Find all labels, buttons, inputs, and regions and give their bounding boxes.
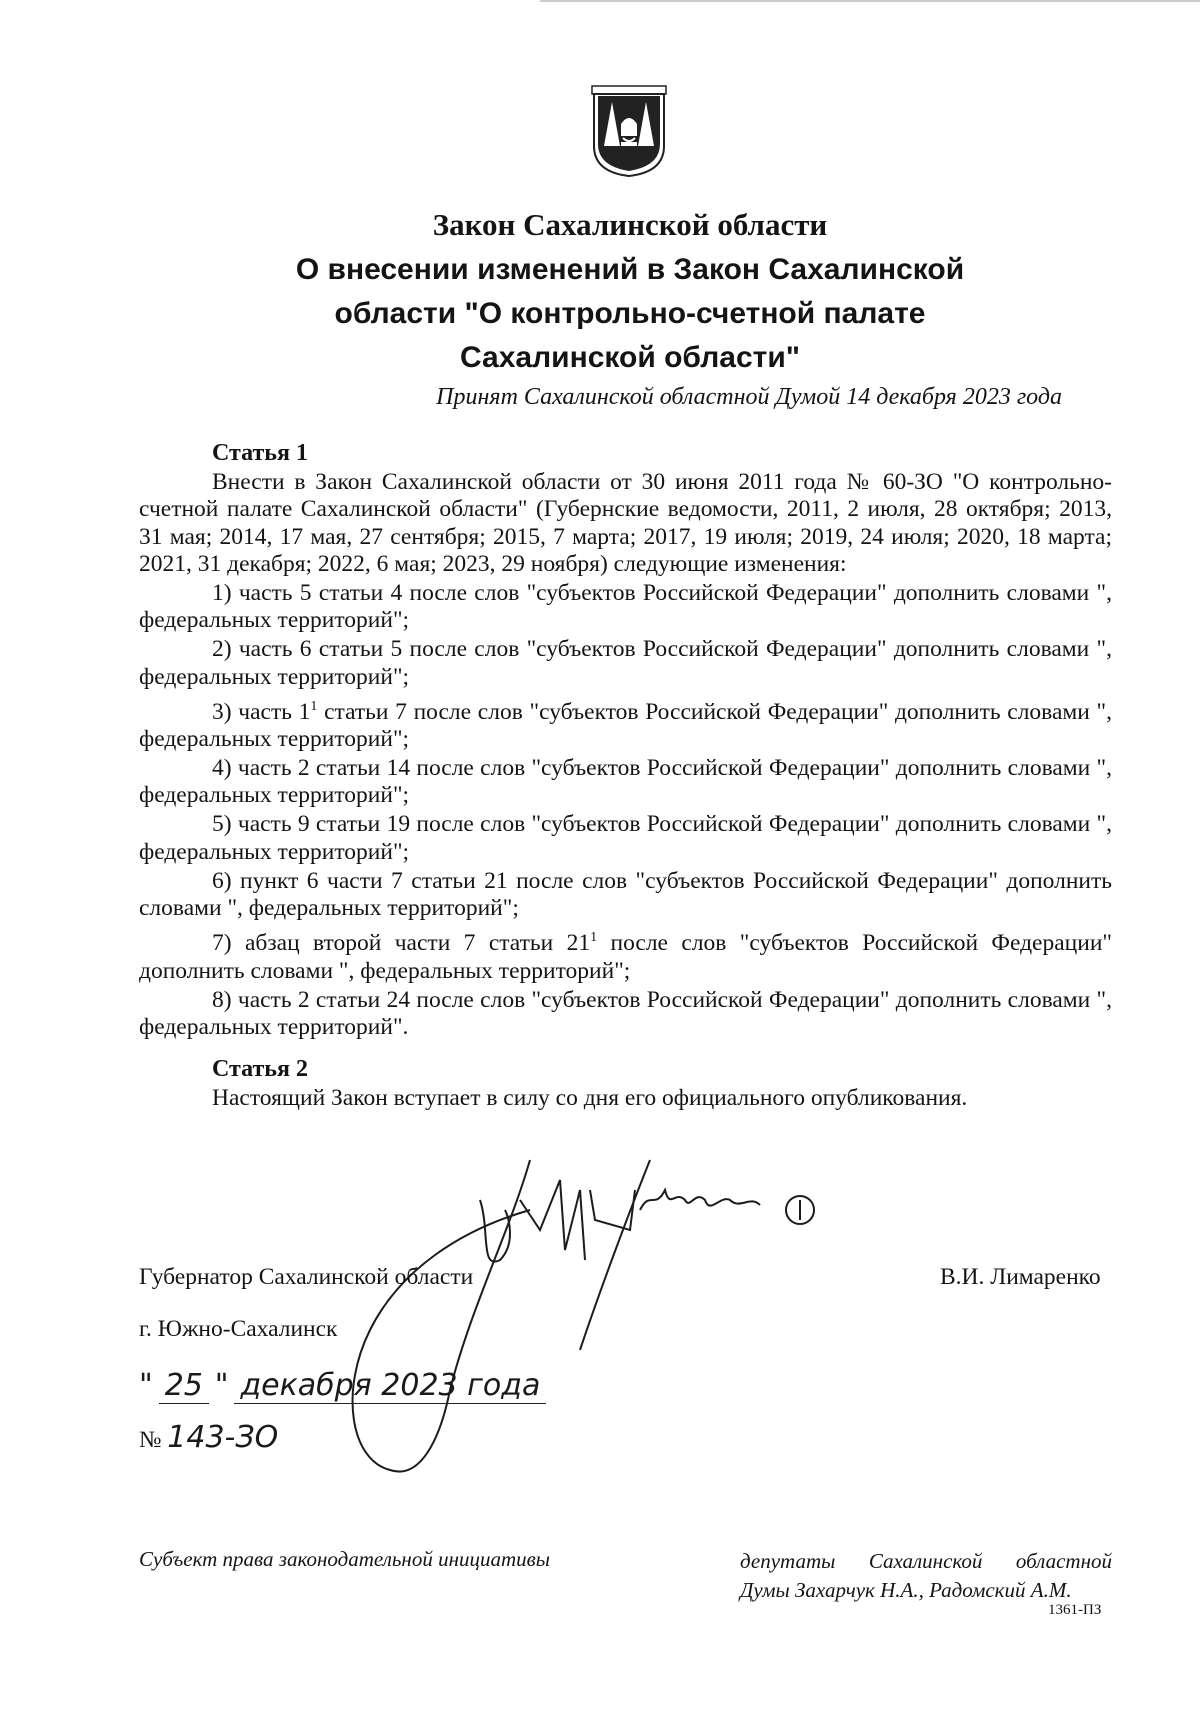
- coat-of-arms-emblem: [590, 84, 668, 178]
- article-1-intro: [139, 469, 1112, 579]
- signing-date: [139, 1368, 546, 1404]
- amendment-item: [139, 693, 1112, 754]
- date-month-year: декабря 2023 года: [234, 1368, 546, 1404]
- amendment-item-text: 8) часть 2 статьи 24 после слов "субъектов Российской Федерации" дополнить словами ", федеральных территорий".: [139, 986, 1112, 1040]
- article-2-text: Настоящий Закон вступает в силу со дня его официального опубликования.: [212, 1085, 968, 1111]
- amendment-item-text: 4) часть 2 статьи 14 после слов "субъектов Российской Федерации" дополнить словами ", федеральных территорий";: [139, 755, 1112, 809]
- article-1-heading: Статья 1: [212, 440, 308, 466]
- handwritten-signature: [330, 1150, 950, 1490]
- superscript-index: 1: [310, 698, 318, 714]
- amendment-item-text: 1) часть 5 статьи 4 после слов "субъектов Российской Федерации" дополнить словами ", федеральных территорий";: [139, 580, 1112, 634]
- amendment-list: [139, 580, 1112, 1043]
- initiative-authors: [740, 1547, 1112, 1605]
- amendment-item-text: 2) часть 6 статьи 5 после слов "субъектов Российской Федерации" дополнить словами ", федеральных территорий";: [139, 636, 1112, 690]
- law-subtitle-line-1: О внесении изменений в Закон Сахалинской: [295, 253, 965, 286]
- scan-edge-line: [0, 0, 1200, 3]
- date-day: 25: [159, 1368, 209, 1404]
- law-title: Закон Сахалинской области: [432, 207, 828, 242]
- amendment-item: [139, 636, 1112, 691]
- document-code: 1361-ПЗ: [1048, 1602, 1102, 1618]
- number-value: 143-ЗО: [167, 1420, 279, 1455]
- governor-name: В.И. Лимаренко: [940, 1264, 1101, 1290]
- amendment-item-text: 7) абзац второй части 7 статьи 21: [212, 930, 591, 957]
- amendment-item: [139, 811, 1112, 866]
- amendment-item-text: 3) часть 1: [212, 698, 311, 725]
- amendment-item: [139, 868, 1112, 923]
- amendment-item-text-rest: после слов "субъектов Российской Федерации" дополнить словами ", федеральных территорий";: [139, 930, 1112, 984]
- superscript-index: 1: [590, 930, 598, 946]
- initiative-label: Субъект права законодательной инициативы: [139, 1547, 551, 1571]
- amendment-item-text-rest: статьи 7 после слов "субъектов Российской Федерации" дополнить словами ", федеральных территорий";: [139, 698, 1112, 753]
- signing-city: г. Южно-Сахалинск: [139, 1316, 338, 1342]
- amendment-item: [139, 580, 1112, 635]
- date-quote-close: ": [214, 1368, 229, 1403]
- initiative-line-2: Думы Захарчук Н.А., Радомский А.М.: [740, 1578, 1072, 1602]
- article-1-intro-text: Внести в Закон Сахалинской области от 30 июня 2011 года № 60-ЗО "О контрольно-счетной палате Сахалинской области" (Губернские ведомости, 2011, 2 июля, 28 октября; 2013, 31 мая; 2014, 17 мая, 27 сентября; 2015, 7 марта; 2017, 19 июля; 2019, 24 июля; 2020, 18 марта; 2021, 31 декабря; 2022, 6 мая; 2023, 29 ноября) следующие изменения:: [139, 469, 1112, 578]
- amendment-item: [139, 755, 1112, 810]
- law-subtitle-line-2: области "О контрольно-счетной палате: [334, 297, 926, 330]
- initiative-line-1: депутаты Сахалинской областной: [740, 1549, 1112, 1573]
- amendment-item-text: 6) пункт 6 части 7 статьи 21 после слов "субъектов Российской Федерации" дополнить словами ", федеральных территорий";: [139, 867, 1112, 922]
- number-label: №: [139, 1427, 162, 1453]
- law-subtitle-line-3: Сахалинской области": [459, 341, 800, 374]
- adoption-note: Принят Сахалинской областной Думой 14 декабря 2023 года: [436, 384, 1062, 410]
- law-number: [139, 1420, 278, 1455]
- governor-title: Губернатор Сахалинской области: [139, 1264, 474, 1290]
- date-quote-open: ": [139, 1368, 153, 1403]
- amendment-item-text: 5) часть 9 статьи 19 после слов "субъектов Российской Федерации" дополнить словами ", федеральных территорий";: [139, 811, 1112, 865]
- amendment-item: [139, 987, 1112, 1042]
- article-2-body: [139, 1085, 1112, 1112]
- amendment-item: [139, 924, 1112, 985]
- article-2-heading: Статья 2: [212, 1056, 308, 1082]
